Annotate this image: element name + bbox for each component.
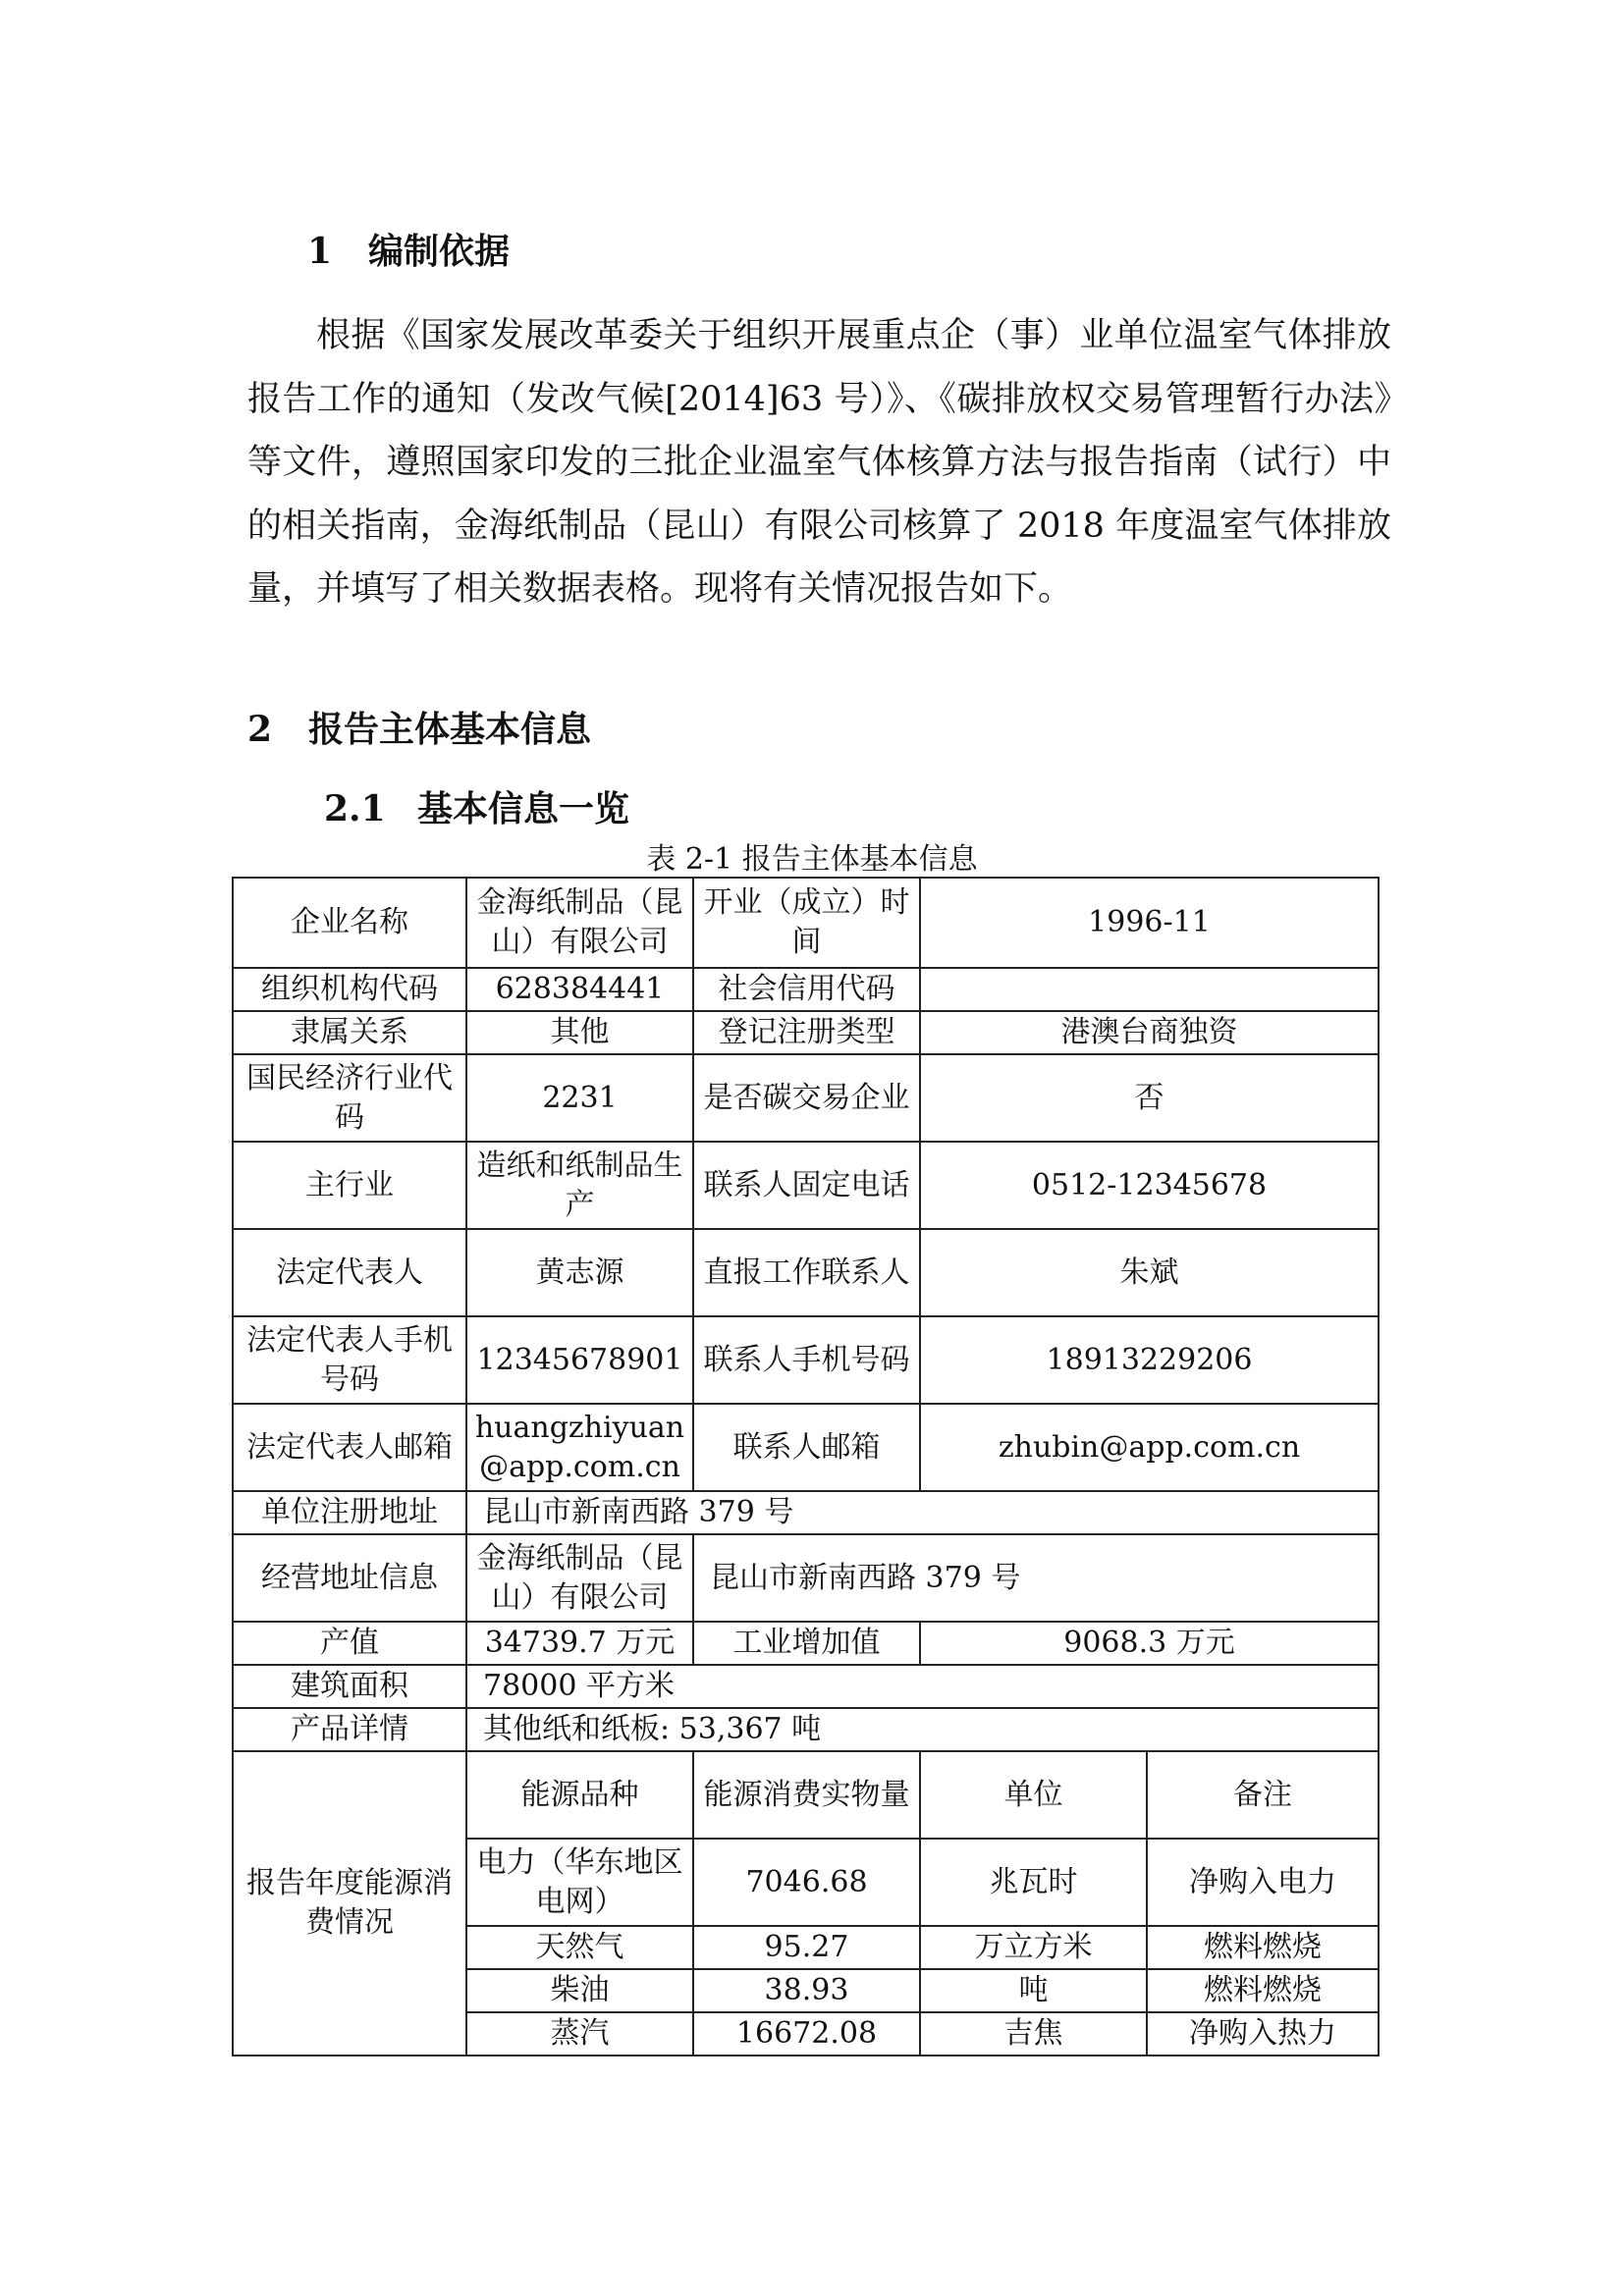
section-number: 2.1: [324, 788, 386, 829]
energy-amount: 16672.08: [693, 2012, 920, 2056]
energy-note: 燃料燃烧: [1147, 1969, 1379, 2012]
energy-header-amount: 能源消费实物量: [693, 1751, 920, 1839]
established-value: 1996-11: [920, 878, 1379, 968]
contact-mobile-value: 18913229206: [920, 1316, 1379, 1404]
energy-header-unit: 单位: [920, 1751, 1147, 1839]
table-caption: 表 2-1 报告主体基本信息: [646, 842, 978, 877]
energy-note: 净购入电力: [1147, 1839, 1379, 1926]
table-row: [233, 1054, 1379, 1142]
reg-address-value: 昆山市新南西路 379 号: [466, 1491, 1379, 1534]
section-title: 基本信息一览: [417, 788, 630, 829]
credit-code-value: [920, 968, 1379, 1011]
table-row: [233, 1316, 1379, 1404]
energy-amount: 38.93: [693, 1969, 920, 2012]
table-row: [233, 1751, 1379, 1839]
legal-rep-label: 法定代表人: [233, 1229, 466, 1316]
company-name-value: 金海纸制品（昆山）有限公司: [466, 878, 693, 968]
org-code-value: 628384441: [466, 968, 693, 1011]
energy-amount: 95.27: [693, 1926, 920, 1969]
table-row: [233, 1142, 1379, 1229]
product-label: 产品详情: [233, 1708, 466, 1751]
table-row: [233, 1665, 1379, 1708]
section-number: 1: [307, 231, 333, 272]
table-row: [233, 1011, 1379, 1054]
building-area-label: 建筑面积: [233, 1665, 466, 1708]
intro-paragraph: [247, 304, 1391, 621]
table-row: [233, 1491, 1379, 1534]
table-row: [233, 1404, 1379, 1491]
carbon-trading-label: 是否碳交易企业: [693, 1054, 920, 1142]
output-label: 产值: [233, 1622, 466, 1665]
energy-unit: 吨: [920, 1969, 1147, 2012]
energy-type: 柴油: [466, 1969, 693, 2012]
energy-type: 天然气: [466, 1926, 693, 1969]
section-2-1-heading: [324, 781, 629, 831]
contact-phone-value: 0512-12345678: [920, 1142, 1379, 1229]
added-value-label: 工业增加值: [693, 1622, 920, 1665]
reg-address-label: 单位注册地址: [233, 1491, 466, 1534]
legal-mobile-label: 法定代表人手机号码: [233, 1316, 466, 1404]
energy-type: 电力（华东地区电网）: [466, 1839, 693, 1926]
registration-type-value: 港澳台商独资: [920, 1011, 1379, 1054]
industry-code-value: 2231: [466, 1054, 693, 1142]
contact-email-label: 联系人邮箱: [693, 1404, 920, 1491]
section-1-heading: [307, 224, 510, 274]
energy-note: 燃料燃烧: [1147, 1926, 1379, 1969]
affiliation-label: 隶属关系: [233, 1011, 466, 1054]
section-number: 2: [247, 709, 273, 750]
energy-header-note: 备注: [1147, 1751, 1379, 1839]
energy-note: 净购入热力: [1147, 2012, 1379, 2056]
paragraph-text: 根据《国家发展改革委关于组织开展重点企（事）业单位温室气体排放报告工作的通知（发改气候[2014]63 号）》、《碳排放权交易管理暂行办法》等文件，遵照国家印发的三批企业温室气体核算方法与报告指南（试行）中的相关指南，金海纸制品（昆山）有限公司核算了 2018 年度温室气体排放量，并填写了相关数据表格。现将有关情况报告如下。: [247, 316, 1391, 609]
legal-email-value: huangzhiyuan@app.com.cn: [466, 1404, 693, 1491]
table-row: [233, 878, 1379, 968]
table-row: [233, 1534, 1379, 1622]
legal-mobile-value: 12345678901: [466, 1316, 693, 1404]
energy-label: 报告年度能源消费情况: [233, 1751, 466, 2056]
energy-type: 蒸汽: [466, 2012, 693, 2056]
main-industry-value: 造纸和纸制品生产: [466, 1142, 693, 1229]
contact-email-value: zhubin@app.com.cn: [920, 1404, 1379, 1491]
carbon-trading-value: 否: [920, 1054, 1379, 1142]
contact-mobile-label: 联系人手机号码: [693, 1316, 920, 1404]
table-row: [233, 1708, 1379, 1751]
building-area-value: 78000 平方米: [466, 1665, 1379, 1708]
section-title: 编制依据: [368, 231, 511, 272]
energy-amount: 7046.68: [693, 1839, 920, 1926]
op-address-name: 金海纸制品（昆山）有限公司: [466, 1534, 693, 1622]
established-label: 开业（成立）时间: [693, 878, 920, 968]
table-row: [233, 1229, 1379, 1316]
basic-info-table: [232, 877, 1380, 2056]
main-industry-label: 主行业: [233, 1142, 466, 1229]
affiliation-value: 其他: [466, 1011, 693, 1054]
contact-person-label: 直报工作联系人: [693, 1229, 920, 1316]
org-code-label: 组织机构代码: [233, 968, 466, 1011]
credit-code-label: 社会信用代码: [693, 968, 920, 1011]
op-address-label: 经营地址信息: [233, 1534, 466, 1622]
section-2-heading: [247, 702, 591, 752]
legal-email-label: 法定代表人邮箱: [233, 1404, 466, 1491]
op-address-value: 昆山市新南西路 379 号: [693, 1534, 1379, 1622]
energy-unit: 万立方米: [920, 1926, 1147, 1969]
registration-type-label: 登记注册类型: [693, 1011, 920, 1054]
product-value: 其他纸和纸板: 53,367 吨: [466, 1708, 1379, 1751]
section-title: 报告主体基本信息: [308, 709, 592, 750]
contact-phone-label: 联系人固定电话: [693, 1142, 920, 1229]
legal-rep-value: 黄志源: [466, 1229, 693, 1316]
contact-person-value: 朱斌: [920, 1229, 1379, 1316]
energy-header-type: 能源品种: [466, 1751, 693, 1839]
table-row: [233, 968, 1379, 1011]
output-value: 34739.7 万元: [466, 1622, 693, 1665]
industry-code-label: 国民经济行业代码: [233, 1054, 466, 1142]
energy-unit: 吉焦: [920, 2012, 1147, 2056]
added-value-value: 9068.3 万元: [920, 1622, 1379, 1665]
energy-unit: 兆瓦时: [920, 1839, 1147, 1926]
table-row: [233, 1622, 1379, 1665]
company-name-label: 企业名称: [233, 878, 466, 968]
